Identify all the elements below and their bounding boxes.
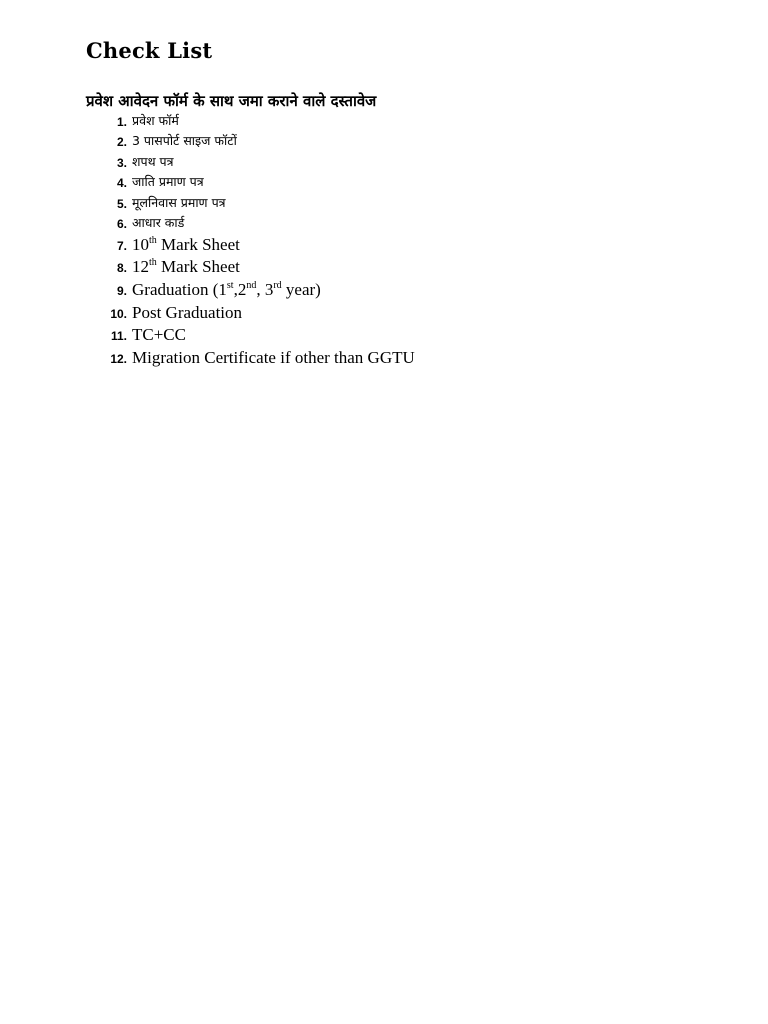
item-text: Migration Certificate if other than GGTU bbox=[132, 348, 415, 367]
item-number: 4. bbox=[116, 176, 127, 190]
item-number: 11. bbox=[110, 329, 127, 343]
item-text: 12th Mark Sheet bbox=[132, 257, 240, 276]
item-number: 5. bbox=[116, 197, 127, 211]
item-text: Post Graduation bbox=[132, 303, 243, 322]
item-number: 9. bbox=[116, 284, 127, 298]
item-text: 10th Mark Sheet bbox=[132, 235, 240, 254]
item-number: 2. bbox=[116, 135, 127, 149]
page-title: Check List bbox=[86, 38, 213, 63]
item-text: TC+CC bbox=[132, 325, 186, 344]
item-text: जाति प्रमाण पत्र bbox=[132, 174, 204, 189]
item-text: शपथ पत्र bbox=[132, 154, 174, 169]
item-text: Graduation (1st,2nd, 3rd year) bbox=[132, 280, 321, 299]
item-number: 1. bbox=[116, 115, 127, 129]
item-number: 10. bbox=[110, 307, 127, 321]
item-number: 3. bbox=[116, 156, 127, 170]
item-text: मूलनिवास प्रमाण पत्र bbox=[132, 195, 226, 210]
item-number: 8. bbox=[116, 261, 127, 275]
document-subtitle: प्रवेश आवेदन फॉर्म के साथ जमा कराने वाले दस्तावेज bbox=[86, 92, 377, 110]
item-text: 3 पासपोर्ट साइज फॉटों bbox=[132, 133, 237, 148]
item-number: 12. bbox=[110, 352, 127, 366]
item-text: प्रवेश फॉर्म bbox=[132, 113, 179, 128]
item-number: 7. bbox=[116, 239, 127, 253]
item-text: आधार कार्ड bbox=[132, 215, 185, 230]
item-number: 6. bbox=[116, 217, 127, 231]
